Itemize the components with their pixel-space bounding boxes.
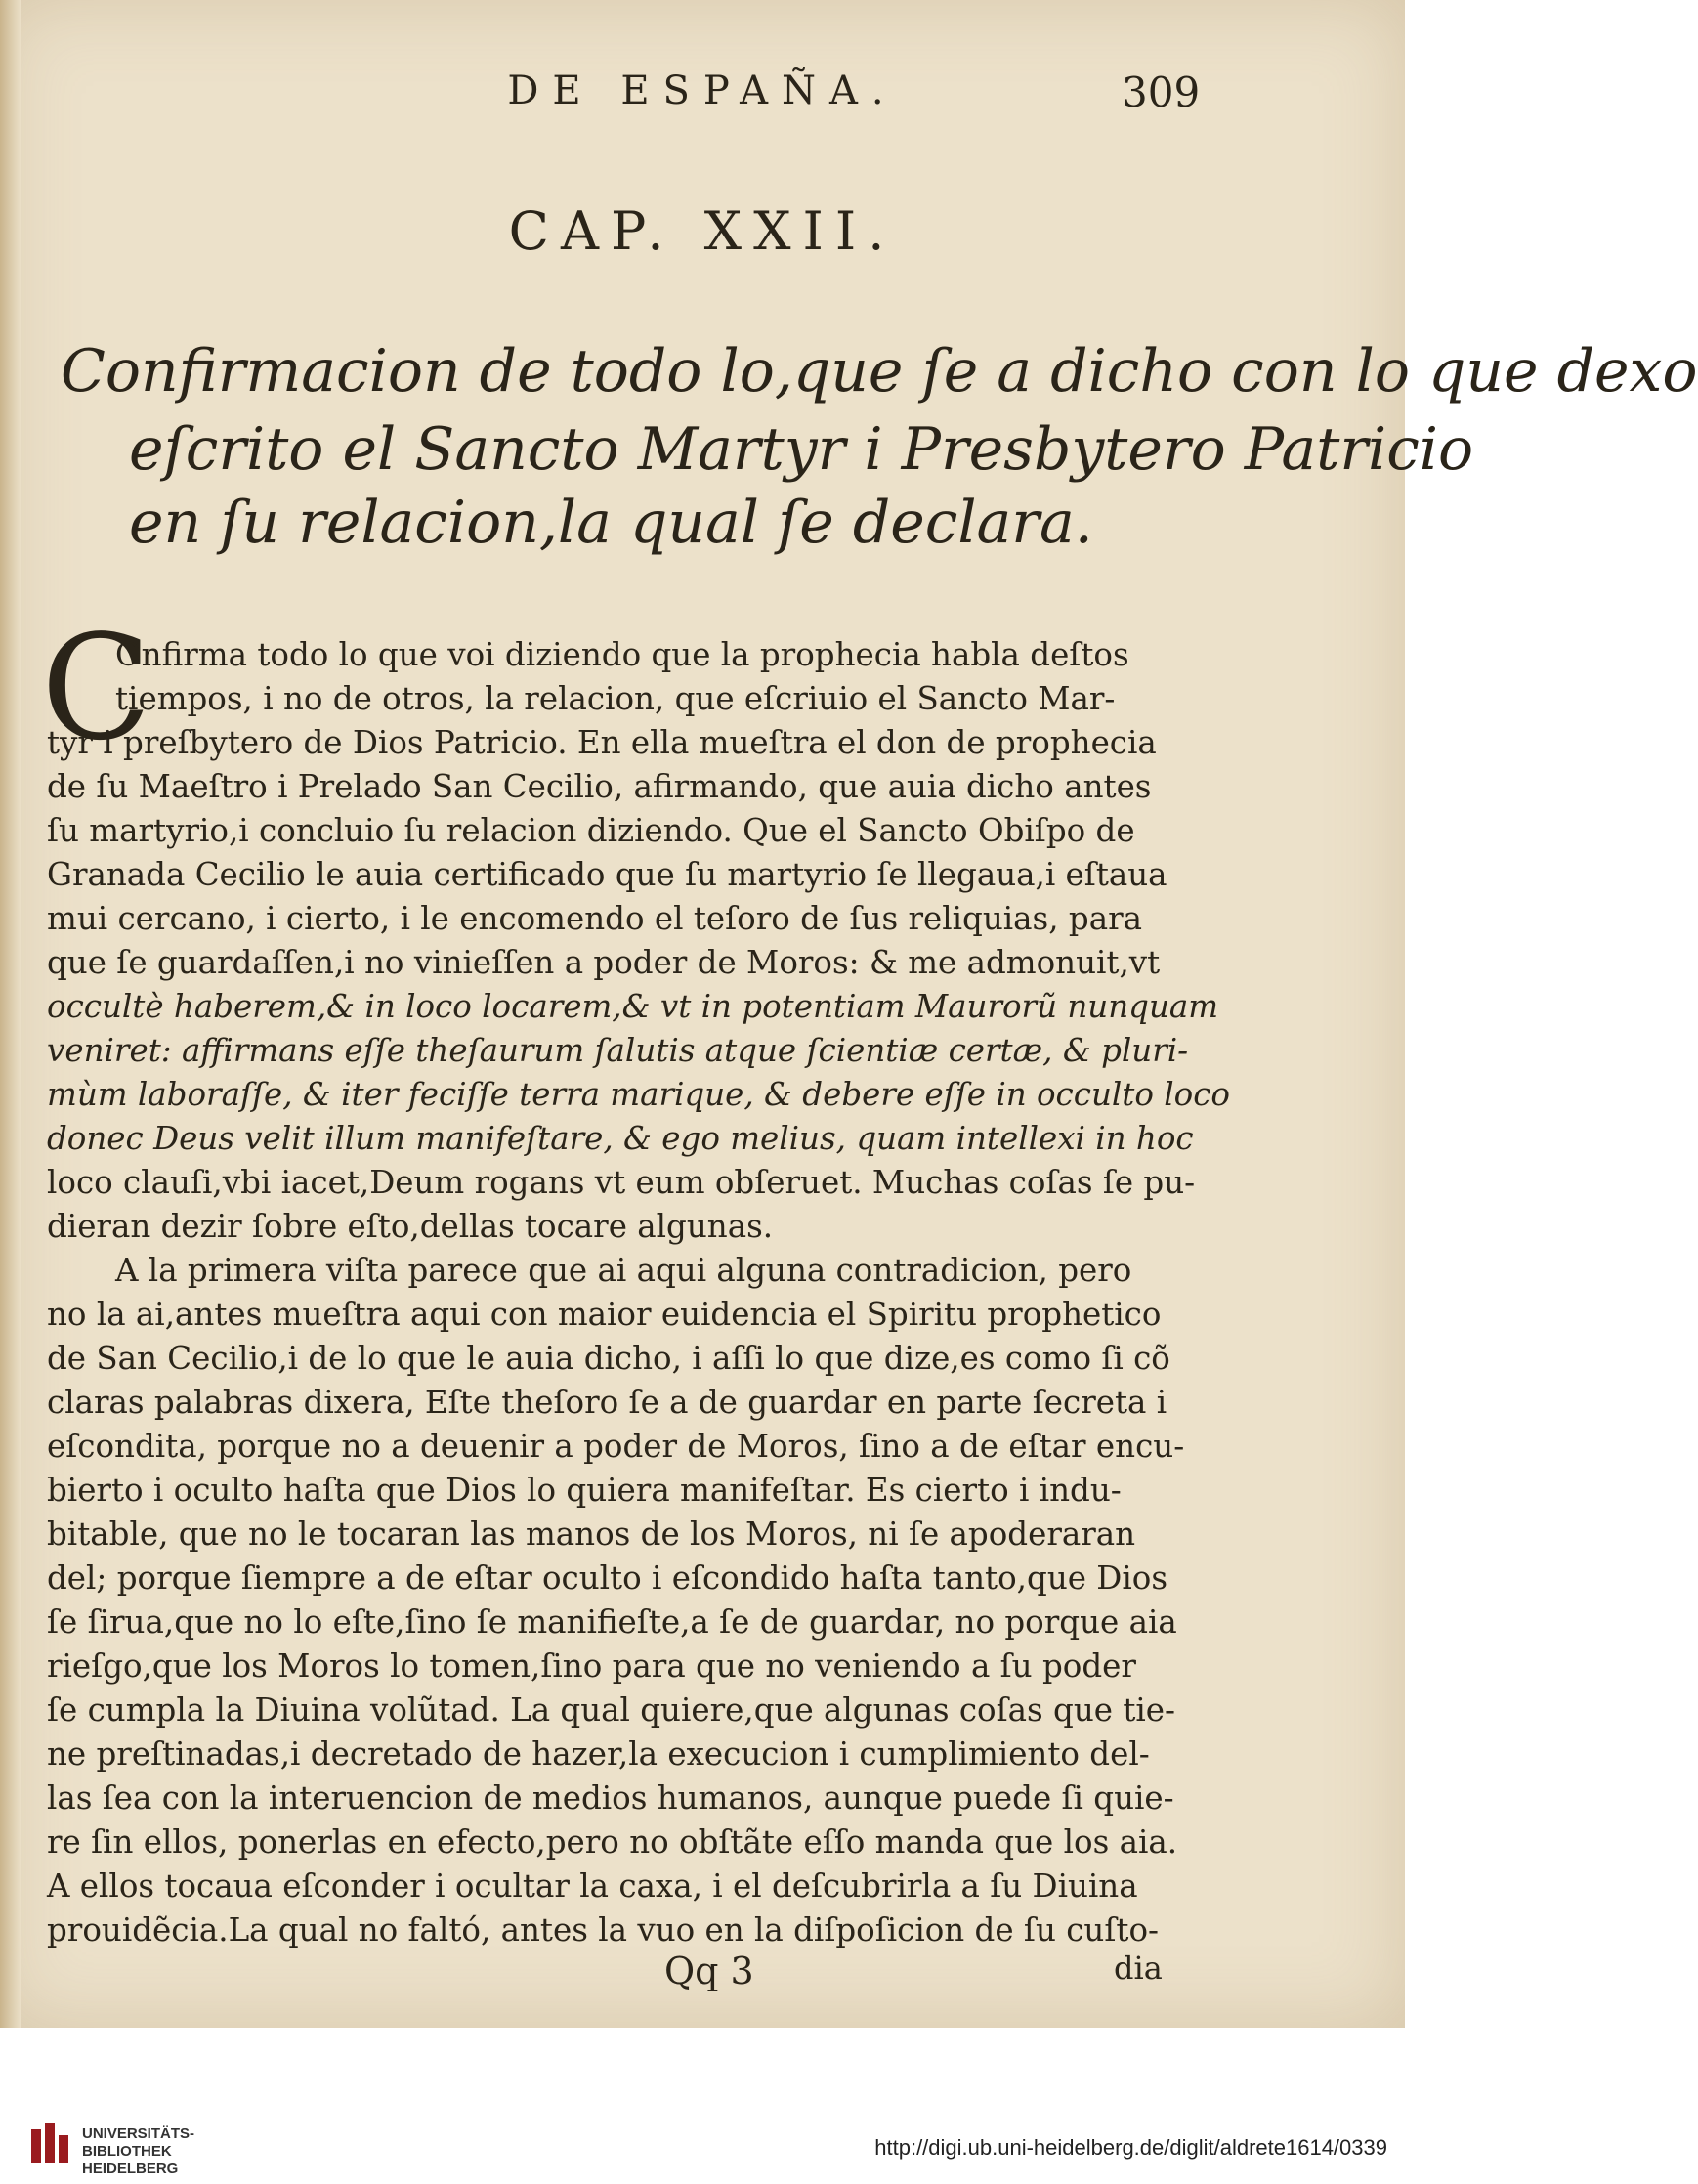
library-logo-icon bbox=[29, 2121, 72, 2164]
text-line: tyr i preſbytero de Dios Patricio. En ella mueſtra el don de prophecia bbox=[47, 724, 1157, 761]
text-line: del; porque ſiempre a de eſtar oculto i eſcondido haſta tanto,que Dios bbox=[47, 1560, 1168, 1597]
text-line: de San Cecilio,i de lo que le auia dicho, i aſſi lo que dize,es como ſi cõ bbox=[47, 1340, 1170, 1377]
chapter-title-line: en ſu relacion,la qual ſe declara. bbox=[129, 489, 1093, 557]
library-name bbox=[82, 2125, 194, 2178]
library-name-line: HEIDELBERG bbox=[82, 2161, 179, 2177]
text-line: mùm laboraſſe, & iter feciſſe terra marique, & debere eſſe in occulto loco bbox=[47, 1076, 1230, 1113]
text-line: prouidẽcia.La qual no faltó, antes la vuo en la diſpoſicion de ſu cuſto- bbox=[47, 1911, 1159, 1948]
text-line: ſe ſirua,que no lo eſte,ſino ſe manifieſte,a ſe de guardar, no porque aia bbox=[47, 1604, 1177, 1641]
text-line: Onfirma todo lo que voi diziendo que la prophecia habla deſtos bbox=[115, 636, 1129, 673]
text-line: Granada Cecilio le auia certificado que ſu martyrio ſe llegaua,i eſtaua bbox=[47, 856, 1167, 893]
running-head: DE ESPAÑA. bbox=[507, 68, 898, 113]
page-spine-shadow bbox=[0, 0, 21, 2028]
text-line: que ſe guardaſſen,i no vinieſſen a poder de Moros: & me admonuit,vt bbox=[47, 944, 1161, 981]
text-line: no la ai,antes mueſtra aqui con maior euidencia el Spiritu prophetico bbox=[47, 1296, 1162, 1333]
text-line: rieſgo,que los Moros lo tomen,ſino para que no veniendo a ſu poder bbox=[47, 1648, 1136, 1685]
text-line: bitable, que no le tocaran las manos de los Moros, ni ſe apoderaran bbox=[47, 1516, 1136, 1553]
viewer-footer bbox=[0, 2028, 1405, 2184]
text-line: re ſin ellos, ponerlas en efecto,pero no obſtãte eſſo manda que los aia. bbox=[47, 1823, 1178, 1861]
text-line: A ellos tocaua eſconder i ocultar la caxa, i el deſcubrirla a ſu Diuina bbox=[47, 1867, 1138, 1905]
chapter-title-line: eſcrito el Sancto Martyr i Presbytero Patricio bbox=[129, 415, 1474, 484]
text-line: tiempos, i no de otros, la relacion, que eſcriuio el Sancto Mar- bbox=[115, 680, 1116, 717]
library-name-line: UNIVERSITÄTS- bbox=[82, 2125, 195, 2142]
text-line: occultè haberem,& in loco locarem,& vt in potentiam Maurorũ nunquam bbox=[47, 988, 1219, 1025]
text-line: claras palabras dixera, Eſte theſoro ſe a de guardar en parte ſecreta i bbox=[47, 1384, 1167, 1421]
text-line: dieran dezir ſobre eſto,dellas tocare algunas. bbox=[47, 1208, 774, 1245]
text-line: donec Deus velit illum manifeſtare, & ego melius, quam intellexi in hoc bbox=[47, 1120, 1194, 1157]
library-name-line: BIBLIOTHEK bbox=[82, 2143, 172, 2160]
text-line: veniret: affirmans eſſe theſaurum ſalutis atque ſcientiæ certæ, & pluri- bbox=[47, 1032, 1189, 1069]
text-line: A la primera viſta parece que ai aqui alguna contradicion, pero bbox=[115, 1252, 1132, 1289]
page-number: 309 bbox=[1122, 68, 1201, 116]
text-line: de ſu Maeſtro i Prelado San Cecilio, afirmando, que auia dicho antes bbox=[47, 768, 1152, 805]
drop-capital: C bbox=[41, 604, 152, 772]
chapter-heading: CAP. XXII. bbox=[508, 200, 897, 262]
text-line: loco clauſi,vbi iacet,Deum rogans vt eum obſeruet. Muchas coſas ſe pu- bbox=[47, 1164, 1196, 1201]
signature-mark: Qq 3 bbox=[664, 1949, 754, 1992]
text-line: las ſea con la interuencion de medios humanos, aunque puede ſi quie- bbox=[47, 1779, 1174, 1817]
source-url-link[interactable]: http://digi.ub.uni-heidelberg.de/diglit/aldrete1614/0339 bbox=[874, 2135, 1387, 2160]
text-line: ſu martyrio,i concluio ſu relacion diziendo. Que el Sancto Obiſpo de bbox=[47, 812, 1135, 849]
text-line: bierto i oculto haſta que Dios lo quiera manifeſtar. Es cierto i indu- bbox=[47, 1472, 1122, 1509]
text-line: ſe cumpla la Diuina volũtad. La qual quiere,que algunas coſas que tie- bbox=[47, 1692, 1175, 1729]
text-line: ne preſtinadas,i decretado de hazer,la execucion i cumplimiento del- bbox=[47, 1735, 1150, 1773]
chapter-title-line: Confirmacion de todo lo,que ſe a dicho con lo que dexo bbox=[61, 337, 1698, 406]
text-line: eſcondita, porque no a deuenir a poder de Moros, ſino a de eſtar encu- bbox=[47, 1428, 1185, 1465]
catchword: dia bbox=[1114, 1949, 1163, 1987]
text-line: mui cercano, i cierto, i le encomendo el teſoro de ſus reliquias, para bbox=[47, 900, 1142, 937]
